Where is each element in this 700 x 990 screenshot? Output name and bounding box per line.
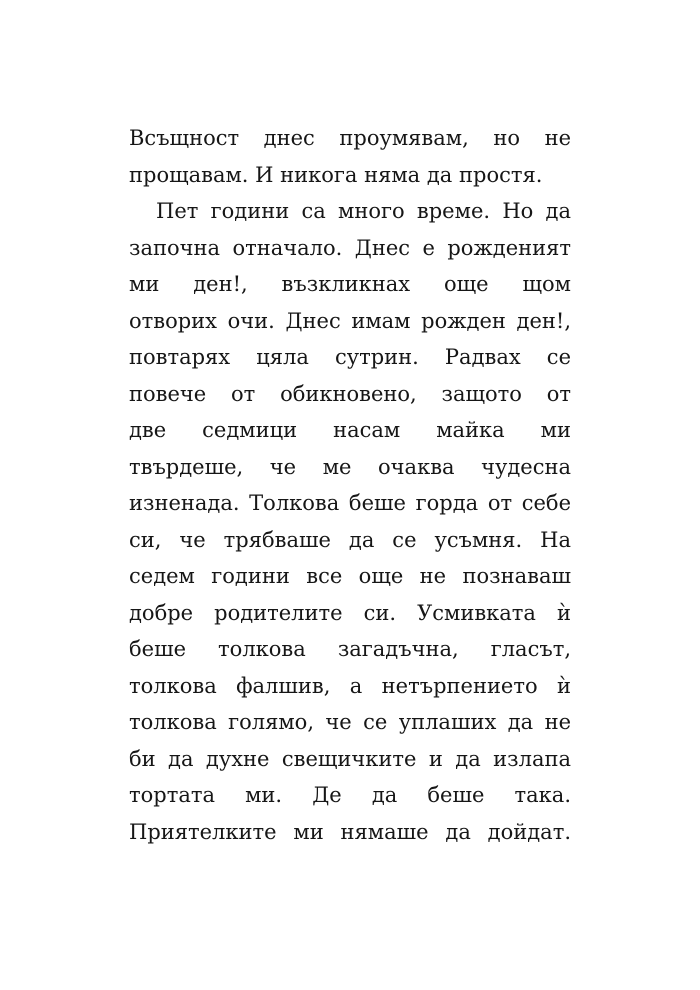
text-line: Всъщност днес проумявам, но не <box>129 126 571 150</box>
text-line: отворих очи. Днес имам рожден ден!, <box>129 308 571 333</box>
text-line: изненада. Толкова беше горда от себе <box>129 491 571 515</box>
text-line: седем години все още не познаваш <box>129 564 571 588</box>
text-line: повече от обикновено, защото от <box>129 381 571 406</box>
text-line: би да духне свещичките и да излапа <box>129 746 571 771</box>
body-text <box>129 120 571 850</box>
text-line: толкова фалшив, а нетърпението ѝ <box>129 673 571 698</box>
text-line: започна отначало. Днес е рожденият <box>129 235 571 260</box>
text-line: толкова голямо, че се уплаших да не <box>129 710 571 734</box>
text-line: си, че трябваше да се усъмня. На <box>129 527 571 552</box>
text-line: беше толкова загадъчна, гласът, <box>129 637 571 661</box>
text-line: Приятелките ми нямаше да дойдат. <box>129 819 571 844</box>
text-line: прощавам. И никога няма да простя. <box>129 162 543 187</box>
text-line: ми ден!, възкликнах още щом <box>129 272 571 296</box>
text-line: повтарях цяла сутрин. Радвах се <box>129 345 571 369</box>
text-line: твърдеше, че ме очаква чудесна <box>129 454 571 479</box>
text-line: добре родителите си. Усмивката ѝ <box>129 600 571 625</box>
text-line: тортата ми. Де да беше така. <box>129 783 571 807</box>
paragraph-start-line: Пет години са много време. Но да <box>156 199 571 223</box>
text-line: две седмици насам майка ми <box>129 418 571 442</box>
